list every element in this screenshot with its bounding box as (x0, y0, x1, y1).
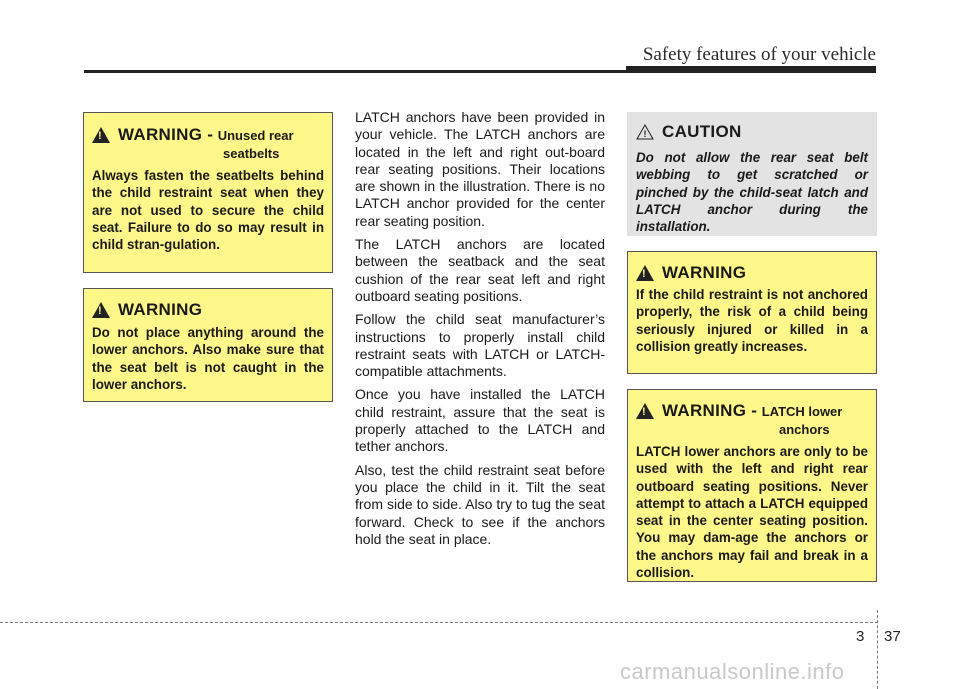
page-number: 37 (884, 628, 901, 645)
warning-word: WARNING (118, 300, 203, 319)
footer-page-separator (877, 610, 878, 689)
caution-body: Do not allow the rear seat belt webbing to get scratched or pinched by the child-seat latch and LATCH anchor during the installation. (636, 150, 868, 235)
caution-triangle-icon (636, 124, 654, 140)
page-header-title: Safety features of your vehicle (642, 44, 876, 65)
paragraph: Once you have installed the LATCH child restraint, assure that the seat is properly attached to the LATCH and tether anchors. (355, 386, 605, 455)
warning-triangle-icon (92, 302, 110, 318)
warning-subject: Unused rear (217, 128, 294, 143)
paragraph: The LATCH anchors are located between the seatback and the seat cushion of the rear seat left and right outboard seating positions. (355, 236, 605, 304)
warning-subject-line2: anchors (779, 422, 830, 437)
warning-box-lower-anchors (83, 288, 333, 402)
warning-box-unused-seatbelts (83, 112, 333, 273)
warning-triangle-icon (92, 127, 110, 143)
warning-body: If the child restraint is not anchored properly, the risk of a child being seriously injured or killed in a collision greatly increases. (636, 287, 868, 354)
paragraph: LATCH anchors have been provided in your vehicle. The LATCH anchors are located in the left and right out-board rear seating positions. Their locations are shown in the illustration. There is no LATCH anchor provided for the center rear seating position. (355, 109, 605, 229)
paragraph: Also, test the child restraint seat before you place the child in it. Tilt the seat from side to side. Also try to tug the seat forward. Check to see if the anchors hold the seat in place. (355, 461, 605, 547)
warning-triangle-icon (636, 265, 654, 281)
warning-box-latch-lower-anchors (627, 389, 877, 582)
warning-word: WARNING - (662, 401, 758, 420)
warning-body: Always fasten the seatbelts behind the child restraint seat when they are not used to secure the child seat. Failure to do so may result in child stran-gulation. (92, 168, 324, 253)
warning-word: WARNING (662, 263, 747, 282)
warning-box-anchoring (627, 251, 877, 374)
svg-text:!: ! (643, 129, 647, 139)
warning-subject: LATCH lower (761, 404, 843, 419)
watermark: carmanualsonline.info (620, 659, 845, 684)
header-rule-accent (626, 66, 876, 73)
footer-divider (0, 622, 878, 623)
warning-body: LATCH lower anchors are only to be used with the left and right rear outboard seating positions. Never attempt to attach a LATCH equipped seat in the center seating position. You may dam-age the anchors or the anchors may fail and break in a collision. (636, 444, 868, 581)
caution-word: CAUTION (662, 122, 742, 141)
latch-description-text (355, 109, 605, 554)
caution-box (627, 112, 877, 236)
paragraph: Follow the child seat manufacturer’s instructions to properly install child restraint seats with LATCH or LATCH-compatible attachments. (355, 311, 605, 380)
warning-triangle-icon (636, 403, 654, 419)
warning-body: Do not place anything around the lower anchors. Also make sure that the seat belt is not caught in the lower anchors. (92, 325, 324, 392)
warning-word: WARNING - (118, 125, 214, 144)
section-number: 3 (856, 628, 865, 645)
warning-subject-line2: seatbelts (223, 146, 280, 161)
